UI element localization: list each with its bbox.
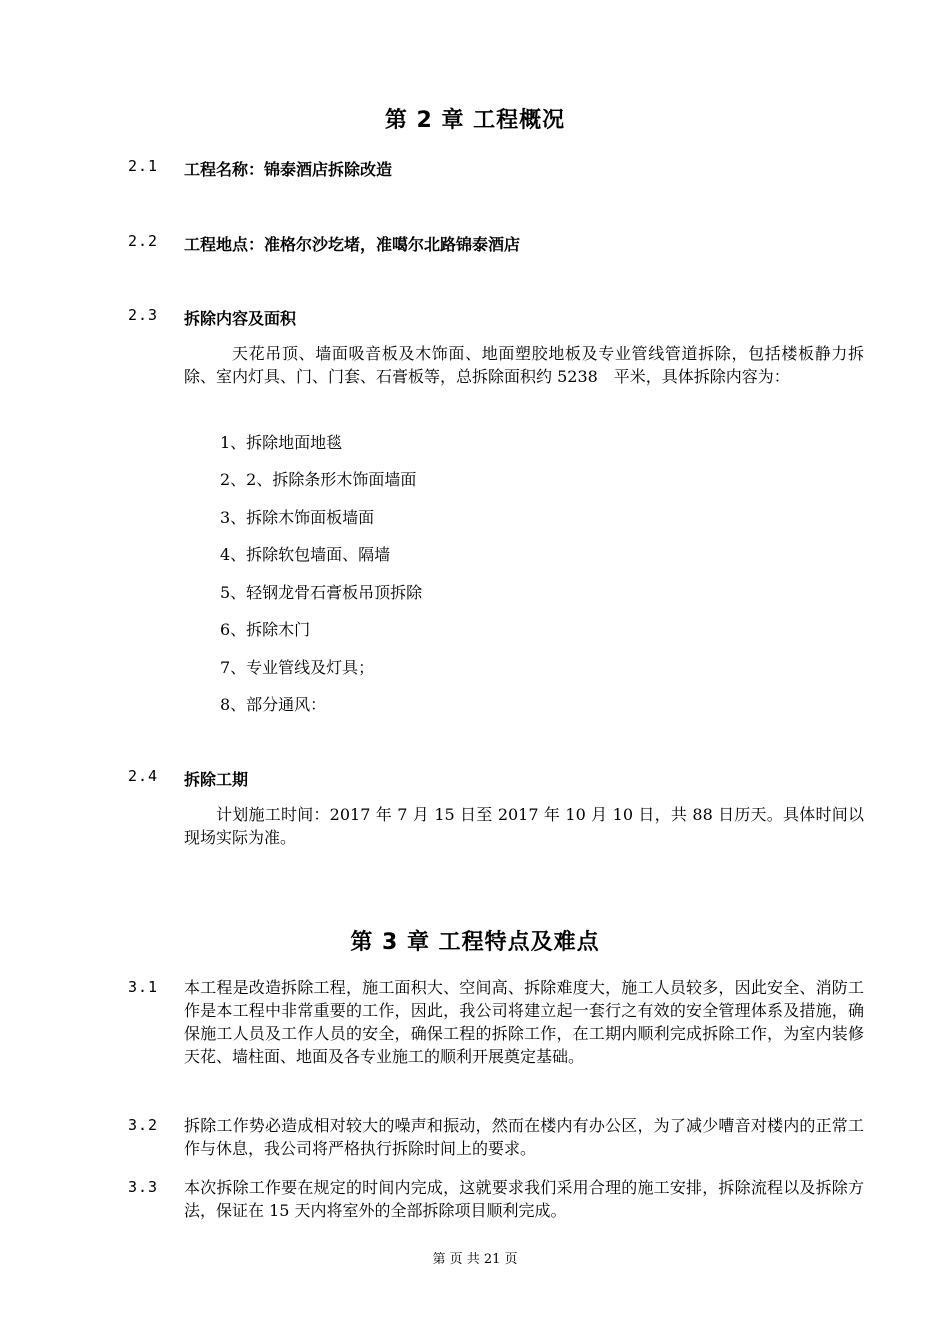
list-item: 1、拆除地面地毯 (220, 433, 343, 452)
chapter-2-title: 第 2 章 工程概况 (384, 108, 566, 133)
list-item: 8、部分通风： (220, 695, 327, 714)
list-item: 5、轻钢龙骨石膏板吊顶拆除 (220, 583, 423, 602)
list-item: 6、拆除木门 (220, 620, 311, 639)
item-text: 本次拆除工作要在规定的时间内完成，这就要求我们采用合理的施工安排，拆除流程以及拆除方法，保证在 15 天内将室外的全部拆除项目顺利完成。 (184, 1178, 864, 1220)
section-number: 2.1 (128, 157, 159, 175)
list-item: 2、2、拆除条形木饰面墙面 (220, 470, 417, 489)
item-text: 拆除工作势必造成相对较大的噪声和振动，然而在楼内有办公区，为了减少嘈音对楼内的正常工作与休息，我公司将严格执行拆除时间上的要求。 (184, 1116, 864, 1158)
item-number: 3.2 (128, 1116, 159, 1134)
page-footer: 第 页 共 21 页 (432, 1252, 518, 1267)
item-number: 3.1 (128, 978, 159, 996)
section-number: 2.3 (128, 306, 159, 324)
section-number: 2.2 (128, 232, 159, 250)
item-number: 3.3 (128, 1178, 159, 1196)
section-heading: 拆除内容及面积 (184, 309, 297, 328)
section-number: 2.4 (128, 767, 159, 785)
section-heading: 工程名称：锦泰酒店拆除改造 (184, 160, 393, 179)
chapter-3-title: 第 3 章 工程特点及难点 (350, 930, 600, 955)
section-2-3-paragraph: 天花吊顶、墙面吸音板及木饰面、地面塑胶地板及专业管线管道拆除，包括楼板静力拆除、室内灯具、门、门套、石膏板等，总拆除面积约 5238 平米，具体拆除内容为： (184, 344, 864, 386)
item-text: 本工程是改造拆除工程，施工面积大、空间高、拆除难度大，施工人员较多，因此安全、消防工作是本工程中非常重要的工作，因此，我公司将建立起一套行之有效的安全管理体系及措施，确保施工人员及工作人员的安全，确保工程的拆除工作，在工期内顺利完成拆除工作，为室内装修天花、墙柱面、地面及各专业施工的顺利开展奠定基础。 (184, 978, 864, 1066)
section-heading: 工程地点：准格尔沙圪堵，准噶尔北路锦泰酒店 (184, 235, 521, 254)
section-heading: 拆除工期 (184, 770, 249, 789)
list-item: 4、拆除软包墙面、隔墙 (220, 545, 391, 564)
list-item: 7、专业管线及灯具； (220, 658, 375, 677)
section-2-4-paragraph: 计划施工时间：2017 年 7 月 15 日至 2017 年 10 月 10 日，共 88 日历天。具体时间以现场实际为准。 (184, 805, 864, 847)
list-item: 3、拆除木饰面板墙面 (220, 508, 375, 527)
